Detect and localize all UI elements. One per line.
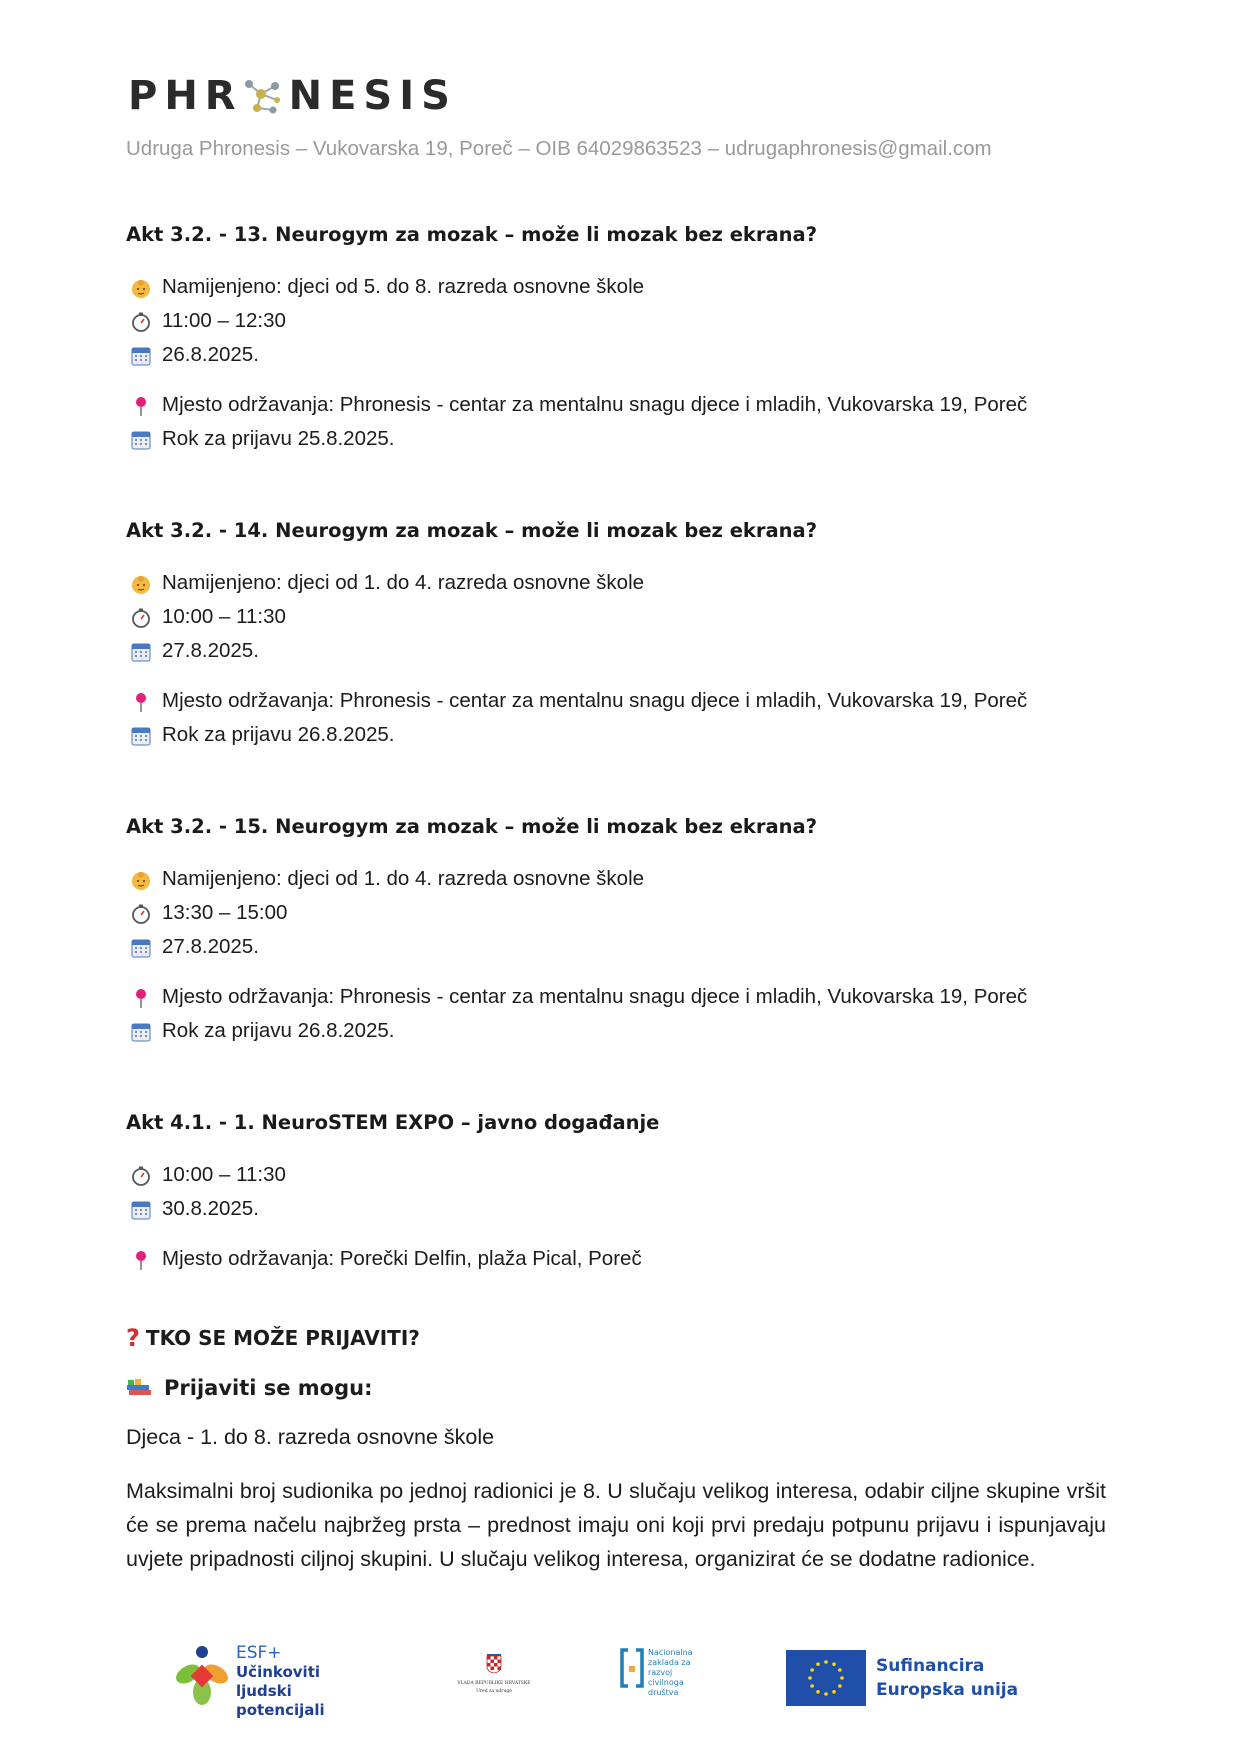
- time-text: 10:00 – 11:30: [162, 605, 286, 628]
- baby-icon: [130, 277, 152, 299]
- deadline-text: Rok za prijavu 26.8.2025.: [162, 723, 395, 746]
- logo-text-right: NESIS: [288, 73, 457, 119]
- event-section-1: [126, 222, 1116, 456]
- event-section-3: [126, 814, 1116, 1048]
- esf-line1: Učinkoviti ljudski: [236, 1663, 321, 1700]
- pushpin-icon: [130, 1249, 152, 1271]
- croatian-coat-of-arms-icon: [486, 1654, 502, 1674]
- esf-line2: potencijali: [236, 1701, 325, 1719]
- time-row: [126, 1158, 1116, 1192]
- calendar-icon: [130, 1021, 152, 1043]
- eu-star: [832, 1690, 836, 1694]
- event-title: Akt 4.1. - 1. NeuroSTEM EXPO – javno događanje: [126, 1111, 660, 1134]
- location-row: [126, 980, 1116, 1014]
- esf-flower-icon: [172, 1644, 232, 1708]
- calendar-icon: [130, 641, 152, 663]
- stopwatch-icon: [130, 607, 152, 629]
- event-section-4: [126, 1110, 1116, 1276]
- eu-star: [840, 1676, 844, 1680]
- date-row: [126, 634, 1116, 668]
- event-title: Akt 3.2. - 13. Neurogym za mozak – može li mozak bez ekrana?: [126, 223, 818, 246]
- date-row: [126, 930, 1116, 964]
- target-row: [126, 566, 1116, 600]
- calendar-icon: [130, 345, 152, 367]
- zaklada-line: razvoj: [648, 1668, 673, 1677]
- deadline-text: Rok za prijavu 26.8.2025.: [162, 1019, 395, 1042]
- eu-star: [838, 1684, 842, 1688]
- location-text: Mjesto održavanja: Phronesis - centar za mentalnu snagu djece i mladih, Vukovarska 19, Poreč: [162, 985, 1028, 1008]
- date-text: 30.8.2025.: [162, 1197, 259, 1220]
- eu-logo: [786, 1650, 1026, 1708]
- books-icon: [126, 1377, 152, 1399]
- phronesis-logo: [128, 74, 457, 118]
- baby-icon: [130, 573, 152, 595]
- location-row: [126, 1242, 1116, 1276]
- kids-line: Djeca - 1. do 8. razreda osnovne škole: [126, 1425, 495, 1449]
- time-text: 13:30 – 15:00: [162, 901, 288, 924]
- target-text: Namijenjeno: djeci od 1. do 4. razreda osnovne škole: [162, 867, 645, 890]
- deadline-row: [126, 1014, 1116, 1048]
- eu-star: [808, 1676, 812, 1680]
- event-title: Akt 3.2. - 14. Neurogym za mozak – može li mozak bez ekrana?: [126, 519, 818, 542]
- time-row: [126, 896, 1116, 930]
- info-paragraph: Maksimalni broj sudionika po jednoj radionici je 8. U slučaju velikog interesa, odabir ciljne skupine vršit će se prema načelu najbržeg prsta – prednost imaju oni koji prvi predaju potpunu prijavu i ispunjavaju uvjete pripadnosti ciljnoj skupini. U slučaju velikog interesa, organizirat će se dodatne radionice.: [126, 1479, 1106, 1571]
- calendar-icon: [130, 1199, 152, 1221]
- logo-text-left: PHR: [128, 73, 243, 119]
- footer-logos: [0, 1640, 1240, 1720]
- location-row: [126, 684, 1116, 718]
- eu-star: [810, 1684, 814, 1688]
- eu-star: [816, 1662, 820, 1666]
- zaklada-line: civilnoga: [648, 1678, 684, 1687]
- deadline-text: Rok za prijavu 25.8.2025.: [162, 427, 395, 450]
- eu-star: [824, 1660, 828, 1664]
- date-text: 27.8.2025.: [162, 639, 259, 662]
- vlada-logo: [452, 1654, 536, 1698]
- target-text: Namijenjeno: djeci od 1. do 4. razreda osnovne škole: [162, 571, 645, 594]
- target-row: [126, 270, 1116, 304]
- can-apply-text: Prijaviti se mogu:: [164, 1376, 373, 1400]
- time-row: [126, 304, 1116, 338]
- zaklada-line: društva: [648, 1688, 679, 1697]
- eu-star: [838, 1668, 842, 1672]
- pushpin-icon: [130, 691, 152, 713]
- date-row: [126, 338, 1116, 372]
- pushpin-icon: [130, 987, 152, 1009]
- location-text: Mjesto održavanja: Phronesis - centar za mentalnu snagu djece i mladih, Vukovarska 19, Poreč: [162, 393, 1028, 416]
- stopwatch-icon: [130, 903, 152, 925]
- eu-star: [824, 1692, 828, 1696]
- location-text: Mjesto održavanja: Phronesis - centar za mentalnu snagu djece i mladih, Vukovarska 19, Poreč: [162, 689, 1028, 712]
- zaklada-line: Nacionalna: [648, 1648, 693, 1657]
- eu-star: [832, 1662, 836, 1666]
- pushpin-icon: [130, 395, 152, 417]
- date-text: 26.8.2025.: [162, 343, 259, 366]
- vlada-caption: VLADA REPUBLIKE HRVATSKE: [457, 1681, 531, 1686]
- target-row: [126, 862, 1116, 896]
- calendar-icon: [130, 937, 152, 959]
- date-text: 27.8.2025.: [162, 935, 259, 958]
- esf-label: ESF+: [236, 1643, 282, 1663]
- zaklada-logo: [618, 1646, 718, 1716]
- eu-flag-icon: [786, 1650, 866, 1706]
- time-row: [126, 600, 1116, 634]
- baby-icon: [130, 869, 152, 891]
- date-row: [126, 1192, 1116, 1226]
- who-heading-text: TKO SE MOŽE PRIJAVITI?: [145, 1326, 420, 1350]
- vlada-sub: Ured za udruge: [476, 1689, 512, 1694]
- eu-line1: Sufinancira: [876, 1656, 985, 1676]
- stopwatch-icon: [130, 1165, 152, 1187]
- bracket-icon: [618, 1646, 646, 1690]
- stopwatch-icon: [130, 311, 152, 333]
- eu-star: [816, 1690, 820, 1694]
- can-apply-heading: [126, 1372, 373, 1404]
- question-mark-icon: ?: [126, 1324, 140, 1352]
- molecule-icon: [241, 74, 285, 118]
- time-text: 10:00 – 11:30: [162, 1163, 286, 1186]
- event-title: Akt 3.2. - 15. Neurogym za mozak – može li mozak bez ekrana?: [126, 815, 818, 838]
- target-text: Namijenjeno: djeci od 5. do 8. razreda osnovne škole: [162, 275, 645, 298]
- location-row: [126, 388, 1116, 422]
- who-heading: [126, 1322, 420, 1354]
- deadline-row: [126, 718, 1116, 752]
- zaklada-line: zaklada za: [648, 1658, 691, 1667]
- calendar-icon: [130, 725, 152, 747]
- eu-star: [810, 1668, 814, 1672]
- eu-line2: Europska unija: [876, 1680, 1019, 1700]
- calendar-icon: [130, 429, 152, 451]
- event-section-2: [126, 518, 1116, 752]
- esf-logo: [172, 1643, 372, 1719]
- deadline-row: [126, 422, 1116, 456]
- location-text: Mjesto održavanja: Porečki Delfin, plaža Pical, Poreč: [162, 1247, 642, 1270]
- contact-line: Udruga Phronesis – Vukovarska 19, Poreč – OIB 64029863523 – udrugaphronesis@gmail.com: [126, 137, 992, 160]
- time-text: 11:00 – 12:30: [162, 309, 286, 332]
